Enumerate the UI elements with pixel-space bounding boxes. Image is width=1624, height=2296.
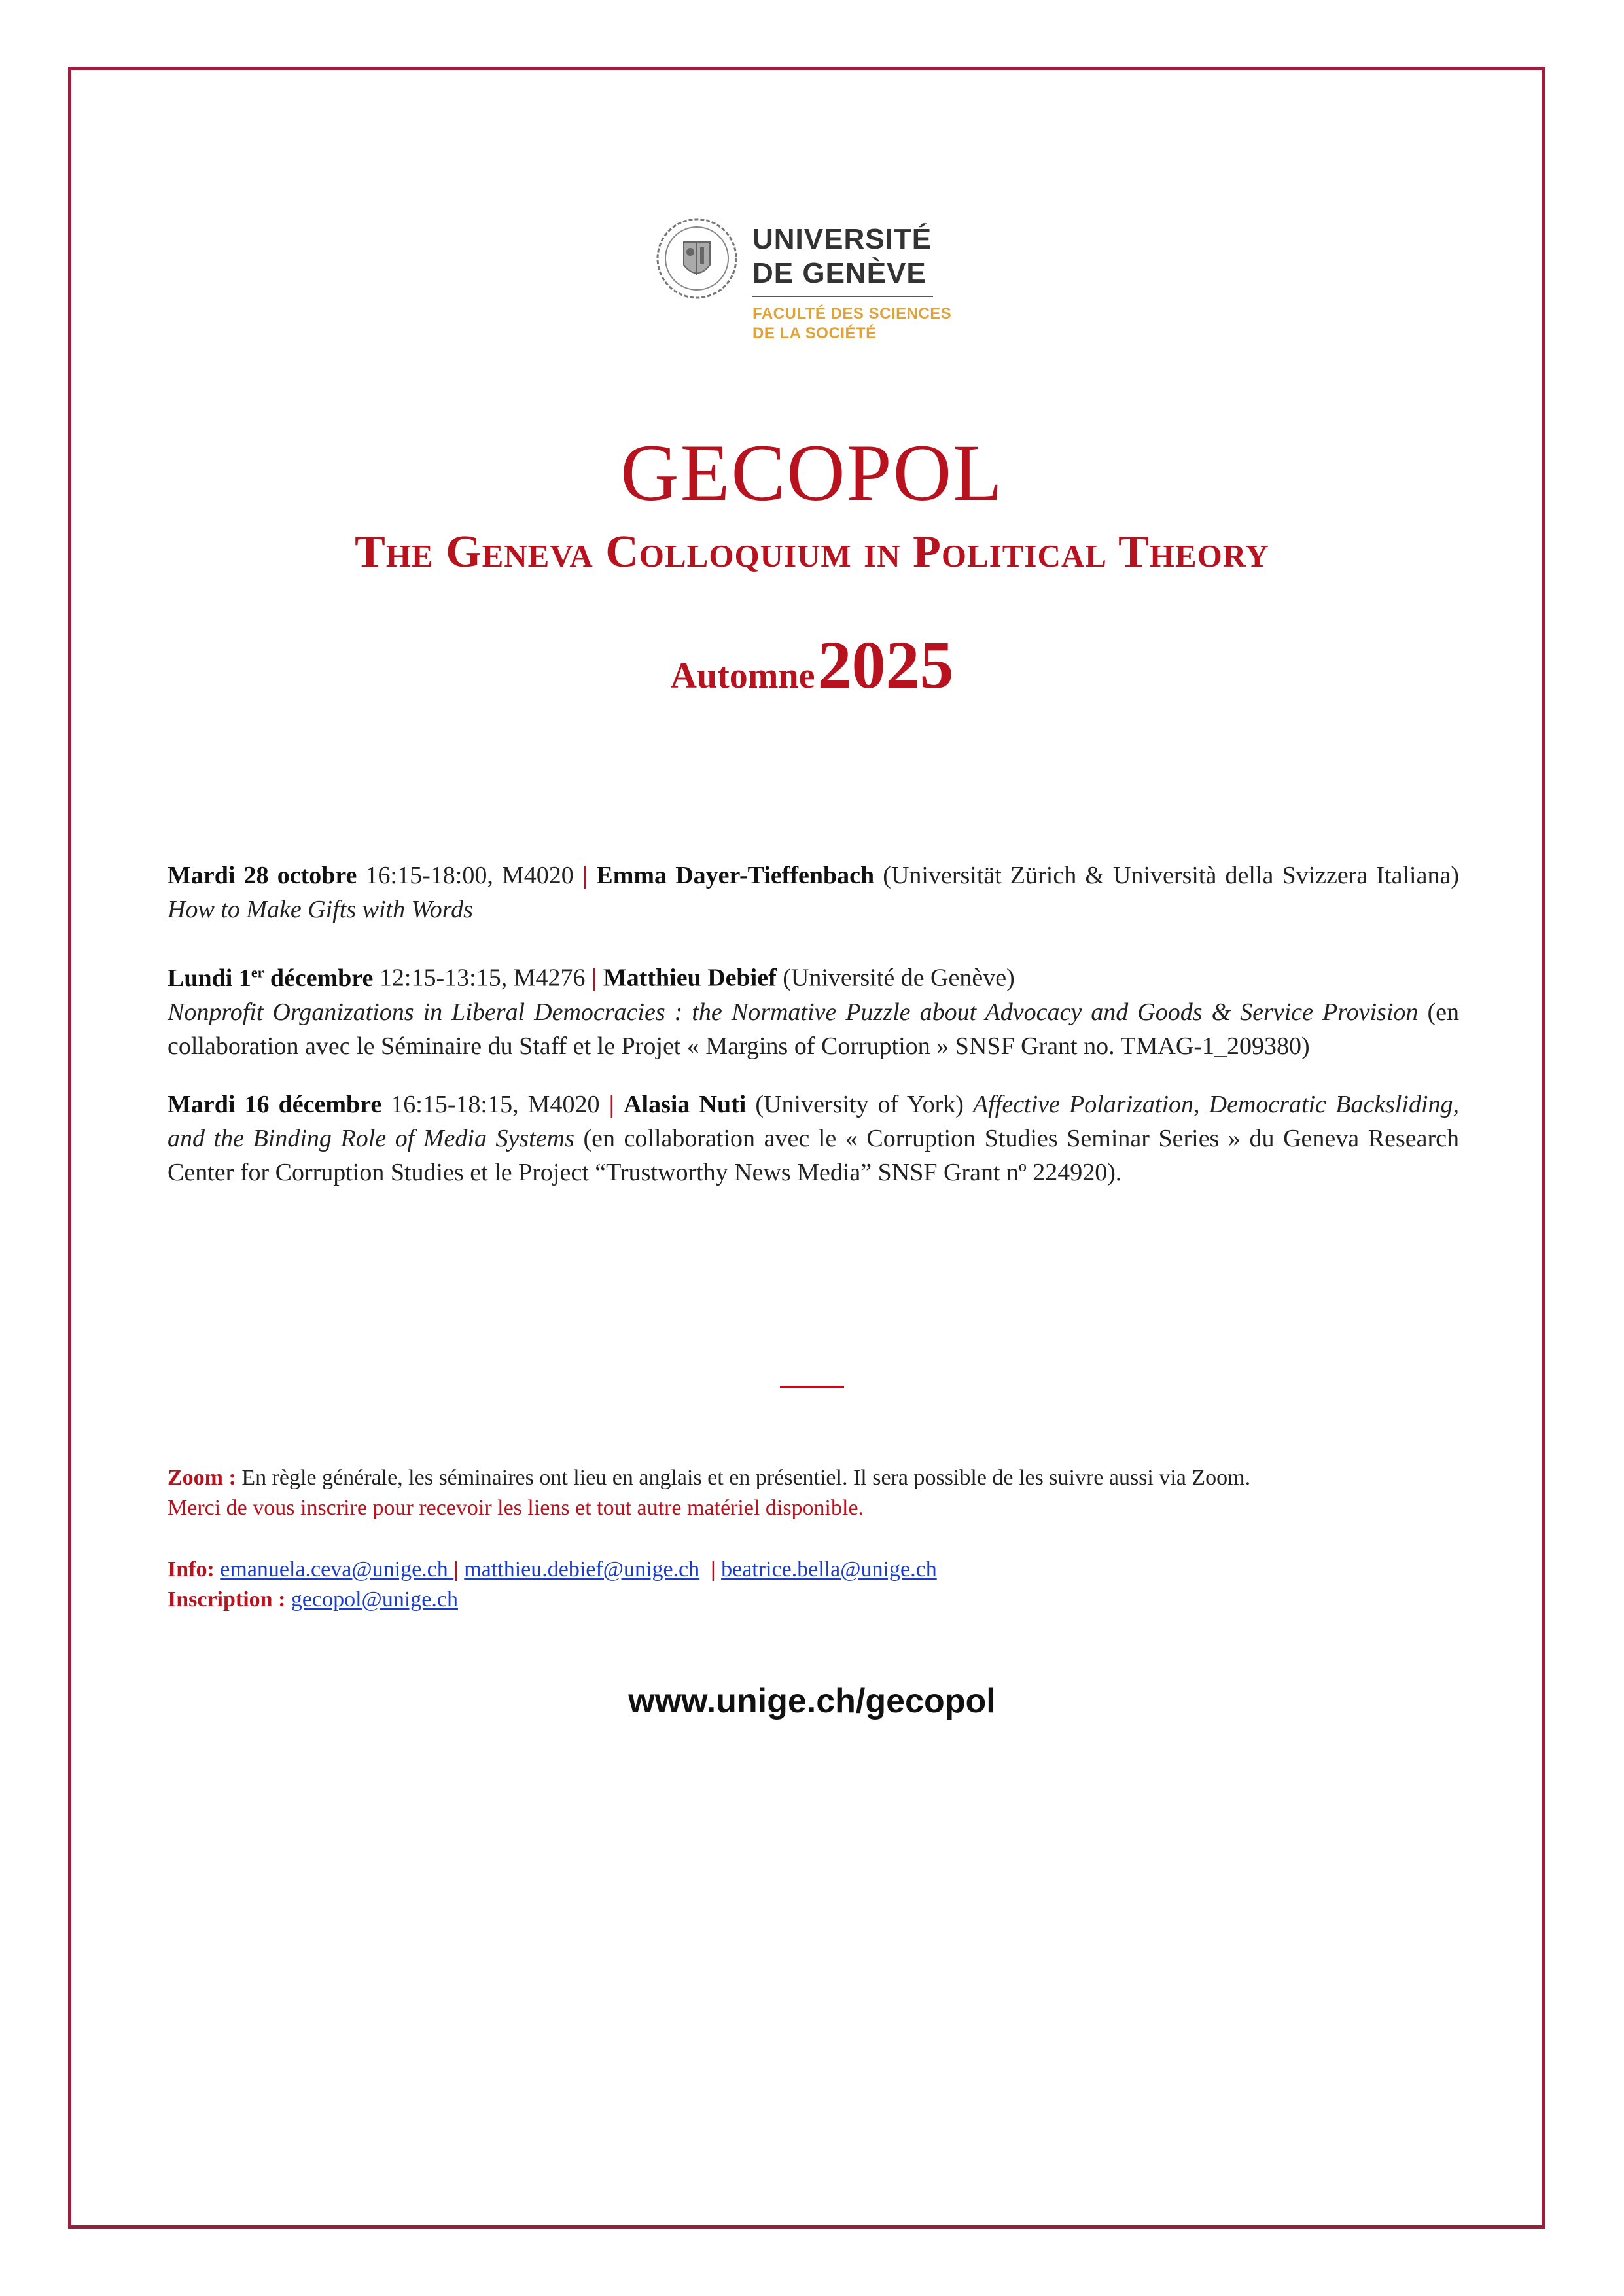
event-talk-title: Affective Polarization, Democratic Backsliding, and the Binding Role of Media Systems (168, 1091, 1460, 1152)
email-link-ceva[interactable]: emanuela.ceva@unige.ch (220, 1557, 454, 1581)
contact-info (168, 1555, 1459, 1615)
event-time-room: 16:15-18:15, M4020 (381, 1091, 609, 1118)
section-divider (780, 1386, 844, 1388)
event-item (168, 1087, 1459, 1190)
event-speaker: Emma Dayer-Tieffenbach (596, 862, 875, 889)
event-time-room: 16:15-18:00, M4020 (357, 862, 582, 889)
email-link-gecopol[interactable]: gecopol@unige.ch (291, 1587, 458, 1612)
event-note: (en collaboration avec le Séminaire du Staff et le Projet « Margins of Corruption » SNSF Grant no. TMAG-1_209380) (168, 998, 1459, 1060)
info-separator: | (711, 1557, 716, 1581)
zoom-label: Zoom : (168, 1466, 236, 1490)
geneva-seal-icon (654, 216, 739, 301)
event-affiliation: (Université de Genève) (776, 964, 1015, 992)
event-separator: | (591, 964, 597, 992)
info-label: Info: (168, 1557, 215, 1581)
zoom-registration-text: Merci de vous inscrire pour recevoir les liens et tout autre matériel disponible. (168, 1496, 864, 1520)
season-heading (0, 628, 1624, 703)
logo-university-line2: DE GENÈVE (752, 257, 927, 289)
event-date: Mardi 28 octobre (168, 862, 357, 889)
info-separator: | (453, 1557, 459, 1581)
event-talk-title: How to Make Gifts with Words (168, 896, 473, 923)
email-link-debief[interactable]: matthieu.debief@unige.ch (464, 1557, 700, 1581)
season-word: Automne (670, 656, 815, 696)
logo-faculty-line2: DE LA SOCIÉTÉ (752, 325, 877, 342)
email-link-bella[interactable]: beatrice.bella@unige.ch (721, 1557, 937, 1581)
event-speaker: Alasia Nuti (624, 1091, 747, 1118)
page-title: GECOPOL (620, 428, 1004, 518)
event-talk-title: Nonprofit Organizations in Liberal Democracies : the Normative Puzzle about Advocacy and Goods & Service Provision (168, 998, 1419, 1026)
website-url[interactable]: www.unige.ch/gecopol (628, 1682, 996, 1720)
season-year: 2025 (817, 627, 954, 703)
page-subtitle: The Geneva Colloquium in Political Theory (355, 527, 1269, 577)
zoom-note (168, 1463, 1459, 1523)
event-separator: | (582, 862, 588, 889)
event-affiliation: (University of York) (746, 1091, 973, 1118)
event-note: (en collaboration avec le « Corruption Studies Seminar Series » du Geneva Research Center for Corruption Studies et le Project “Trustworthy News Media” SNSF Grant nº 224920). (168, 1125, 1459, 1186)
university-logo (654, 216, 968, 353)
event-time-room: 12:15-13:15, M4276 (373, 964, 591, 992)
event-item (168, 955, 1459, 1063)
logo-faculty-line1: FACULTÉ DES SCIENCES (752, 305, 952, 323)
event-date: Lundi 1er décembre (168, 964, 374, 992)
event-item (168, 858, 1459, 927)
event-date: Mardi 16 décembre (168, 1091, 382, 1118)
zoom-text: En règle générale, les séminaires ont lieu en anglais et en présentiel. Il sera possible de les suivre aussi via Zoom. (236, 1466, 1251, 1490)
logo-university-line1: UNIVERSITÉ (752, 223, 932, 255)
inscription-label: Inscription : (168, 1587, 286, 1612)
logo-divider (752, 296, 933, 297)
event-separator: | (609, 1091, 614, 1118)
event-affiliation: (Universität Zürich & Università della Svizzera Italiana) (874, 862, 1460, 889)
event-speaker: Matthieu Debief (603, 964, 777, 992)
